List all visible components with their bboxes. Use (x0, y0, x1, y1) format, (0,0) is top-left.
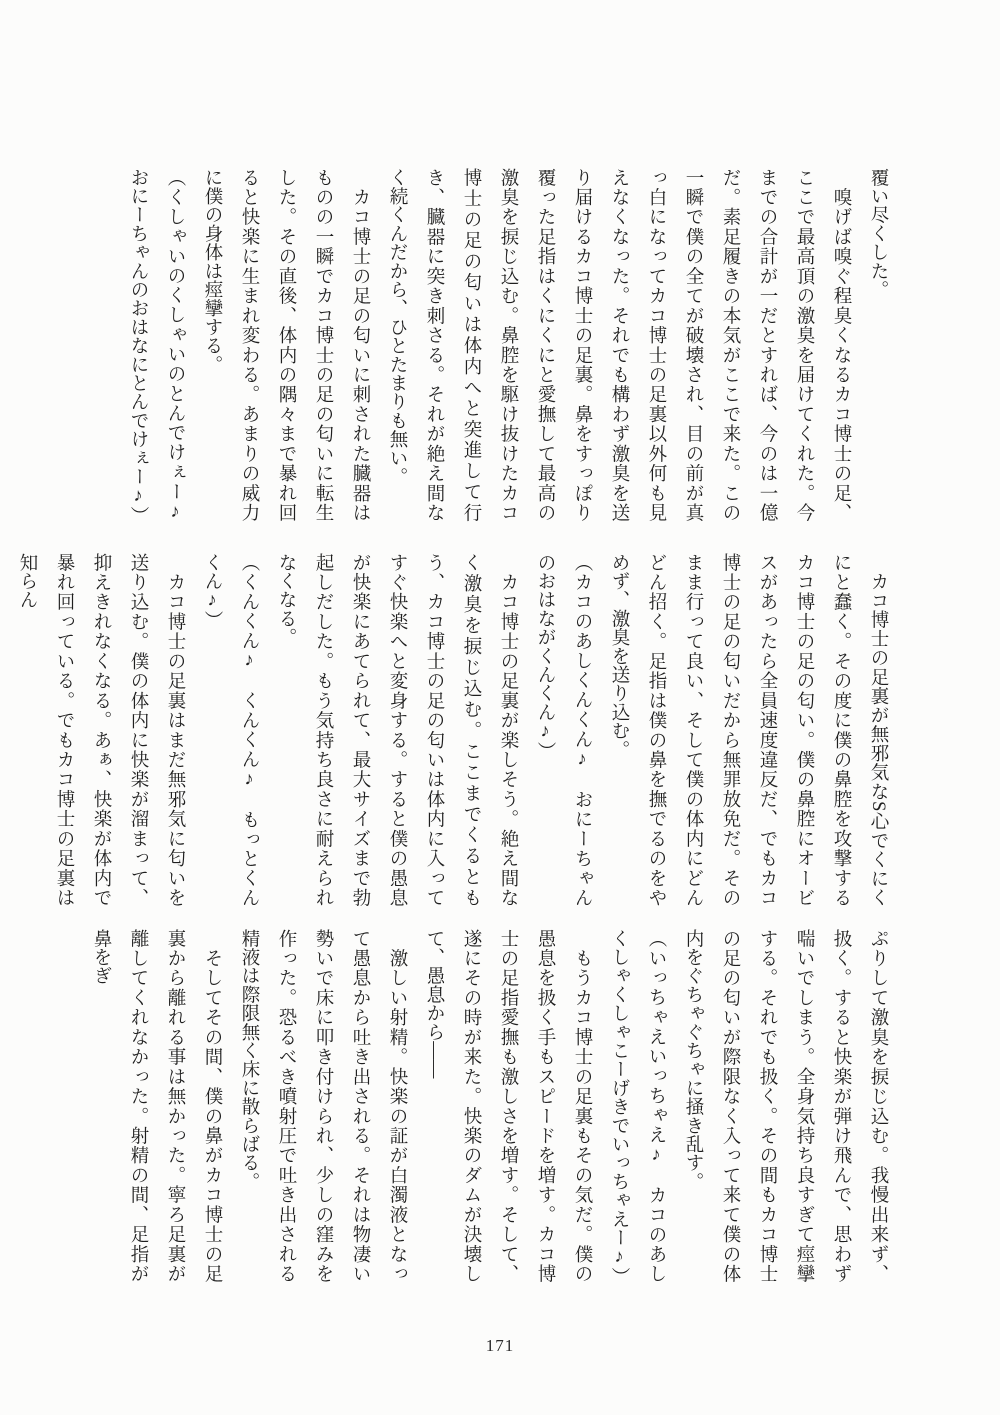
paragraph: （くしゃいのくしゃいのとんでけぇー♪ おにーちゃんのおはなにとんでけぇー♪） (128, 168, 185, 541)
text-band-middle (17, 553, 896, 907)
text-band-bottom (91, 929, 896, 1286)
paragraph: カコ博士の足の匂いに刺された臓器はものの一瞬でカコ博士の足の匂いに転生した。その直後、体内の隅々まで暴れ回ると快楽に生まれ変わる。あまりの威力に僕の身体は痙攣する。 (202, 168, 370, 522)
paragraph: カコ博士の足裏はまだ無邪気に匂いを送り込む。僕の体内に快楽が溜まって、抑えきれなくなる。あぁ、快楽が体内で暴れ回っている。でもカコ博士の足裏は知らん (17, 553, 185, 907)
paragraph: カコ博士の足裏が無邪気なS心でくにくにと蠢く。その度に僕の鼻腔を攻撃するカコ博士の足の匂い。僕の鼻腔にオービスがあったら全員速度違反だ、でもカコ博士の足の匂いだから無罪放免だ。そのまま行って良い、そして僕の体内にどんどん招く。足指は僕の鼻を撫でるのをやめず、激臭を送り込む。 (609, 553, 888, 907)
paragraph: そしてその間、僕の鼻がカコ博士の足裏から離れる事は無かった。寧ろ足裏が離してくれなかった。射精の間、足指が鼻をぎ (91, 929, 222, 1283)
paragraph: カコ博士の足裏が楽しそう。絶え間なく激臭を捩じ込む。ここまでくるともう、カコ博士の足の匂いは体内に入ってすぐ快楽へと変身する。すると僕の愚息が快楽にあてられて、最大サイズまで勃起しだした。もう気持ち良さに耐えられなくなる。 (276, 553, 518, 907)
paragraph: もうカコ博士の足裏もその気だ。僕の愚息を扱く手もスピードを増す。カコ博士の足指愛撫も激しさを増す。そして、遂にその時が来た。快楽のダムが決壊して、愚息から―― (424, 929, 592, 1283)
paragraph: （いっちゃえいっちゃえ♪ カコのあしくしゃくしゃこーげきでいっちゃえー♪） (609, 929, 666, 1286)
paragraph: 嗅げば嗅ぐ程臭くなるカコ博士の足、ここで最高頂の激臭を届けてくれた。今までの合計が一だとすれば、今のは一億だ。素足履きの本気がここで来た。この一瞬で僕の全てが破壊され、目の前が真っ白になってカコ博士の足裏以外何も見えなくなった。それでも構わず激臭を送り届けるカコ博士の足裏。鼻をすっぽり覆った足指はくにくにと愛撫して最高の激臭を捩じ込む。鼻腔を駆け抜けたカコ博士の足の匂いは体内へと突進して行き、臓器に突き刺さる。それが絶え間なく続くんだから、ひとたまりも無い。 (387, 168, 851, 522)
paragraph: 覆い尽くした。 (868, 168, 888, 299)
paragraph: （くんくん♪ くんくん♪ もっとくんくん♪） (202, 553, 259, 907)
text-band-top (112, 168, 896, 541)
paragraph: （カコのあしくんくん♪ おにーちゃんのおはながくんくん♪） (535, 553, 592, 907)
page-number: 171 (485, 1336, 515, 1355)
paragraph: ぷりして激臭を捩じ込む。我慢出来ず、扱く。すると快楽が弾け飛んで、思わず喘いでしまう。全身気持ち良すぎて痙攣する。それでも扱く。その間もカコ博士の足の匂いが際限なく入って来て僕の体内をぐちゃぐちゃに掻き乱す。 (683, 929, 888, 1283)
paragraph: 激しい射精。快楽の証が白濁液となって愚息から吐き出される。それは物凄い勢いで床に叩き付けられ、少しの窪みを作った。恐るべき噴射圧で吐き出される精液は際限無く床に散らばる。 (239, 929, 407, 1283)
